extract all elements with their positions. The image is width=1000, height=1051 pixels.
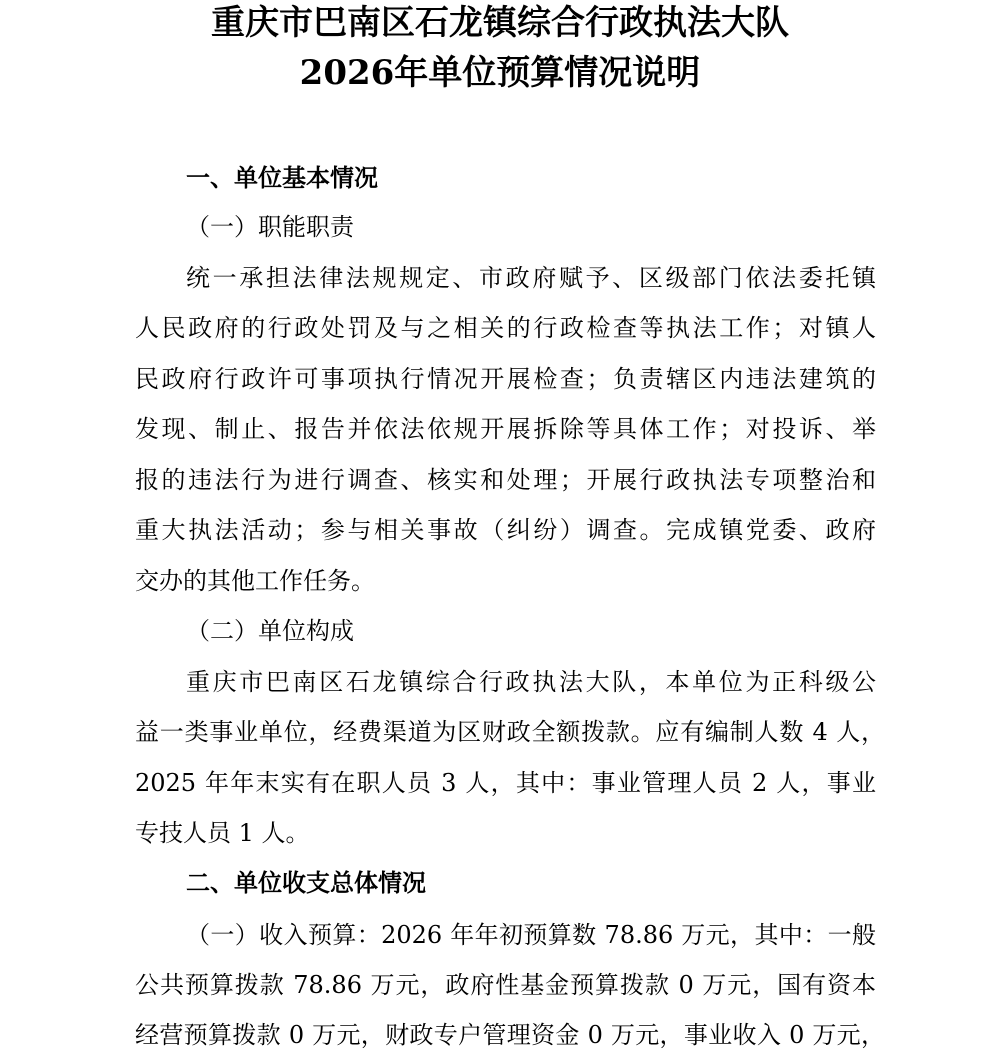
paragraph-line: 益一类事业单位，经费渠道为区财政全额拨款。应有编制人数 4 人， [135, 718, 885, 746]
paragraph-line: 统一承担法律法规规定、市政府赋予、区级部门依法委托镇 [186, 264, 876, 292]
paragraph-line: 报的违法行为进行调查、核实和处理；开展行政执法专项整治和 [135, 466, 876, 494]
subsection-heading-functions: （一）职能职责 [186, 213, 354, 241]
section-heading-revenue-expenditure: 二、单位收支总体情况 [186, 868, 426, 897]
paragraph-line: 民政府行政许可事项执行情况开展检查；负责辖区内违法建筑的 [135, 365, 876, 393]
paragraph-line: 重大执法活动；参与相关事故（纠纷）调查。完成镇党委、政府 [135, 516, 876, 544]
section-heading-basic-info: 一、单位基本情况 [186, 163, 378, 192]
paragraph-line: 公共预算拨款 78.86 万元，政府性基金预算拨款 0 万元，国有资本 [135, 971, 876, 999]
paragraph-line: 专技人员 1 人。 [135, 819, 310, 847]
document-title-line-1: 重庆市巴南区石龙镇综合行政执法大队 [211, 3, 789, 43]
paragraph-line: （一）收入预算：2026 年年初预算数 78.86 万元，其中：一般 [186, 921, 876, 949]
paragraph-line: 发现、制止、报告并依法依规开展拆除等具体工作；对投诉、举 [135, 415, 876, 443]
document-title-line-2: 2026年单位预算情况说明 [299, 53, 701, 93]
paragraph-line: 重庆市巴南区石龙镇综合行政执法大队，本单位为正科级公 [186, 668, 876, 696]
paragraph-line: 经营预算拨款 0 万元，财政专户管理资金 0 万元，事业收入 0 万元， [135, 1021, 885, 1049]
subsection-heading-composition: （二）单位构成 [186, 617, 354, 645]
paragraph-line: 2025 年年末实有在职人员 3 人，其中：事业管理人员 2 人，事业 [135, 769, 876, 797]
paragraph-line: 人民政府的行政处罚及与之相关的行政检查等执法工作；对镇人 [135, 314, 876, 342]
paragraph-line: 交办的其他工作任务。 [135, 567, 375, 595]
